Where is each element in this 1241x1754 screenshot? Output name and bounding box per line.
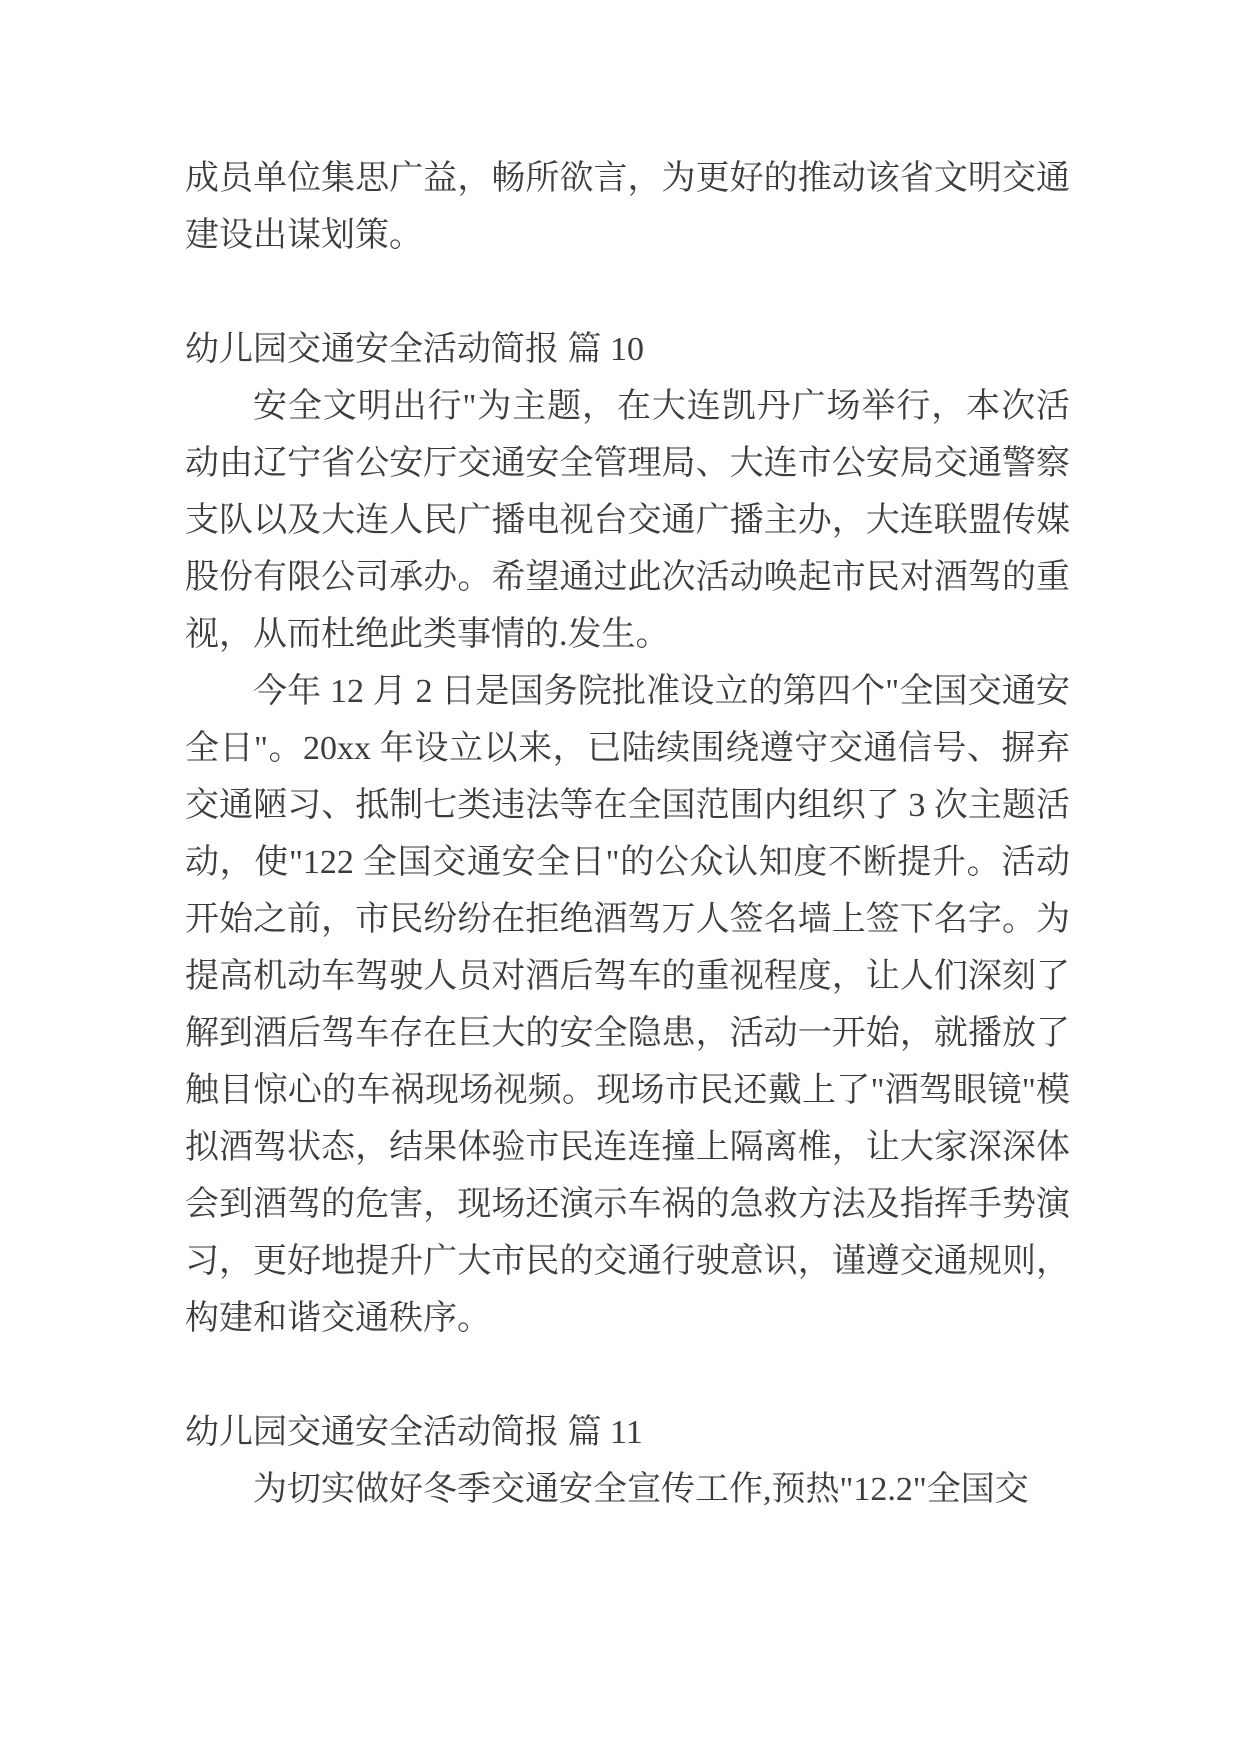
section-spacer (185, 1347, 1070, 1404)
section-spacer (185, 264, 1070, 321)
body-paragraph: 安全文明出行"为主题，在大连凯丹广场举行，本次活动由辽宁省公安厅交通安全管理局、大连市公安局交通警察支队以及大连人民广播电视台交通广播主办，大连联盟传媒股份有限公司承办。希望通过此次活动唤起市民对酒驾的重视，从而杜绝此类事情的.发生。 (185, 388, 1070, 653)
body-paragraph: 成员单位集思广益，畅所欲言，为更好的推动该省文明交通建设出谋划策。 (185, 160, 1070, 254)
section-heading: 幼儿园交通安全活动简报 篇 11 (185, 1414, 643, 1451)
body-paragraph: 今年 12 月 2 日是国务院批准设立的第四个"全国交通安全日"。20xx 年设立以来，已陆续围绕遵守交通信号、摒弃交通陋习、抵制七类违法等在全国范围内组织了 3 次主题活动，使"122 全国交通安全日"的公众认知度不断提升。活动开始之前，市民纷纷在拒绝酒驾万人签名墙上签下名字。为提高机动车驾驶人员对酒后驾车的重视程度，让人们深刻了解到酒后驾车存在巨大的安全隐患，活动一开始，就播放了触目惊心的车祸现场视频。现场市民还戴上了"酒驾眼镜"模拟酒驾状态，结果体验市民连连撞上隔离椎，让大家深深体会到酒驾的危害，现场还演示车祸的急救方法及指挥手势演习，更好地提升广大市民的交通行驶意识，谨遵交通规则，构建和谐交通秩序。 (185, 673, 1070, 1337)
body-paragraph: 为切实做好冬季交通安全宣传工作,预热"12.2"全国交 (253, 1471, 1029, 1508)
section-heading: 幼儿园交通安全活动简报 篇 10 (185, 331, 644, 368)
